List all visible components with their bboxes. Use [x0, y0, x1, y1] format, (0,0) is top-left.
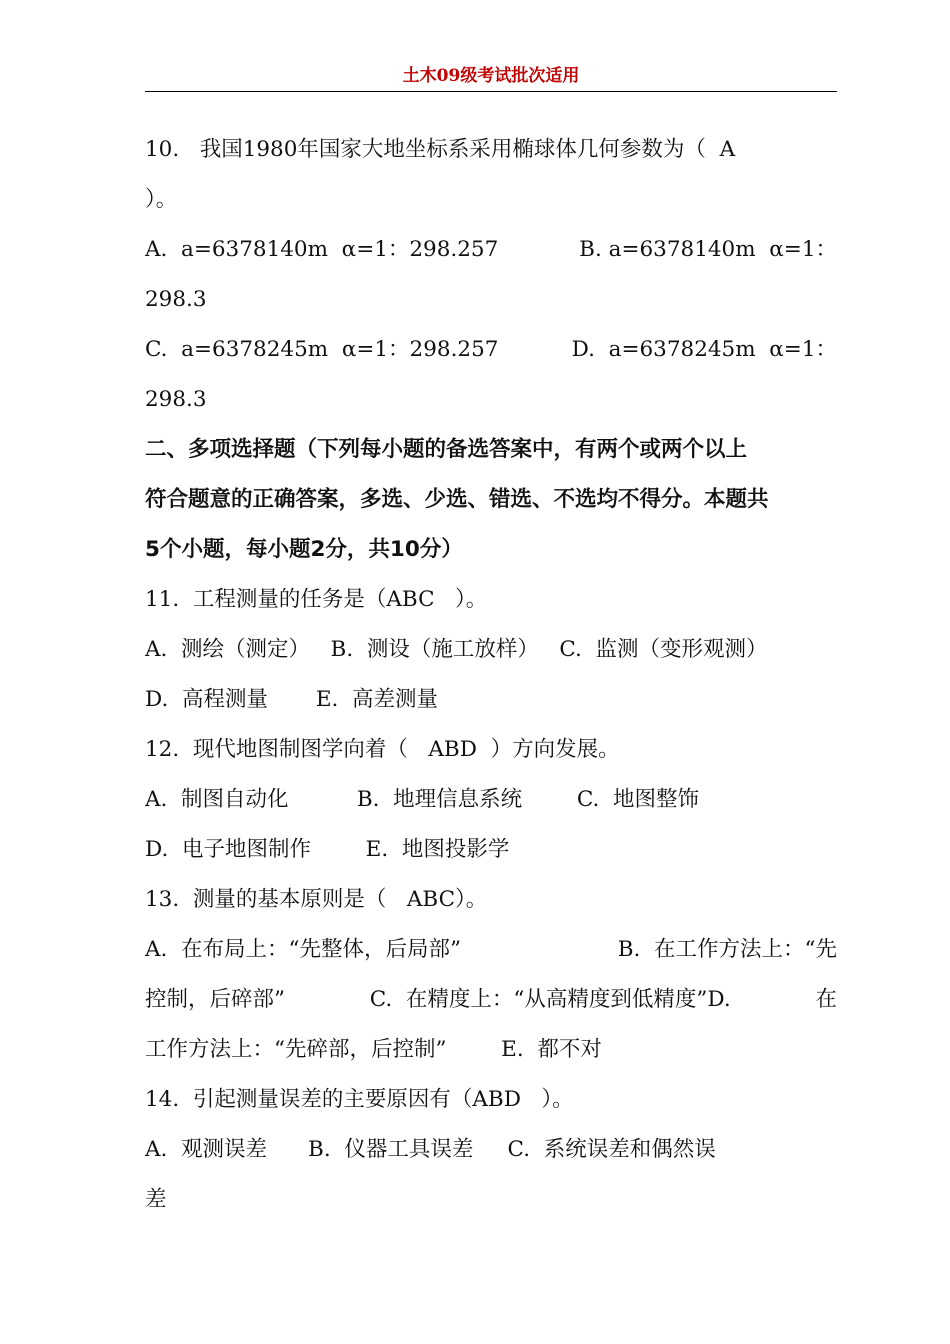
q12-options-de: D. 电子地图制作 E. 地图投影学 — [145, 837, 510, 862]
q12-options-abc: A. 制图自动化 B. 地理信息系统 C. 地图整饰 — [145, 787, 700, 812]
header-divider — [145, 91, 837, 92]
q13-option-d-start: 在 — [815, 987, 837, 1012]
q10-option-a: A. a=6378140m α=1：298.257 — [145, 237, 499, 262]
q13-option-a: A. 在布局上：“先整体，后局部” — [145, 937, 462, 962]
q10-options-cd — [145, 325, 837, 375]
section2-heading-line-1: 二、多项选择题（下列每小题的备选答案中，有两个或两个以上 — [145, 437, 748, 462]
q10-option-c: C. a=6378245m α=1：298.257 — [145, 337, 499, 362]
q10-line-2: ）。 — [145, 187, 178, 212]
document-body — [145, 125, 837, 1225]
q11-options-de: D. 高程测量 E. 高差测量 — [145, 687, 439, 712]
q13-question: 13. 测量的基本原则是（ ABC）。 — [145, 887, 488, 912]
q12-question: 12. 现代地图制图学向着（ ABD ）方向发展。 — [145, 737, 620, 762]
q10-option-d-cont: 298.3 — [145, 387, 207, 412]
q14-options-line-2: 差 — [145, 1187, 167, 1212]
q13-options-line-1 — [145, 925, 837, 975]
q10-option-b-cont: 298.3 — [145, 287, 207, 312]
q14-options-line-1: A. 观测误差 B. 仪器工具误差 C. 系统误差和偶然误 — [145, 1137, 716, 1162]
q13-options-line-3: 工作方法上：“先碎部，后控制” E. 都不对 — [145, 1037, 602, 1062]
q11-options-abc: A. 测绘（测定） B. 测设（施工放样） C. 监测（变形观测） — [145, 637, 768, 662]
q10-line-1: 10. 我国1980年国家大地坐标系采用椭球体几何参数为（ A — [145, 137, 736, 162]
section2-heading-line-2: 符合题意的正确答案，多选、少选、错选、不选均不得分。本题共 — [145, 487, 769, 512]
q10-options-ab — [145, 225, 837, 275]
q13-option-c: C. 在精度上：“从高精度到低精度”D. — [369, 987, 731, 1012]
q10-option-d: D. a=6378245m α=1： — [571, 337, 837, 362]
q11-question: 11. 工程测量的任务是（ABC ）。 — [145, 587, 488, 612]
section2-heading-line-3: 5个小题，每小题2分，共10分） — [145, 537, 463, 562]
page-header-title: 土木09级考试批次适用 — [402, 66, 580, 86]
q10-option-b: B. a=6378140m α=1： — [579, 237, 837, 262]
q13-options-line-2 — [145, 975, 837, 1025]
q14-question: 14. 引起测量误差的主要原因有（ABD ）。 — [145, 1087, 574, 1112]
q13-option-b-start: B. 在工作方法上：“先 — [617, 937, 837, 962]
q13-option-b-end: 控制，后碎部” — [145, 987, 285, 1012]
